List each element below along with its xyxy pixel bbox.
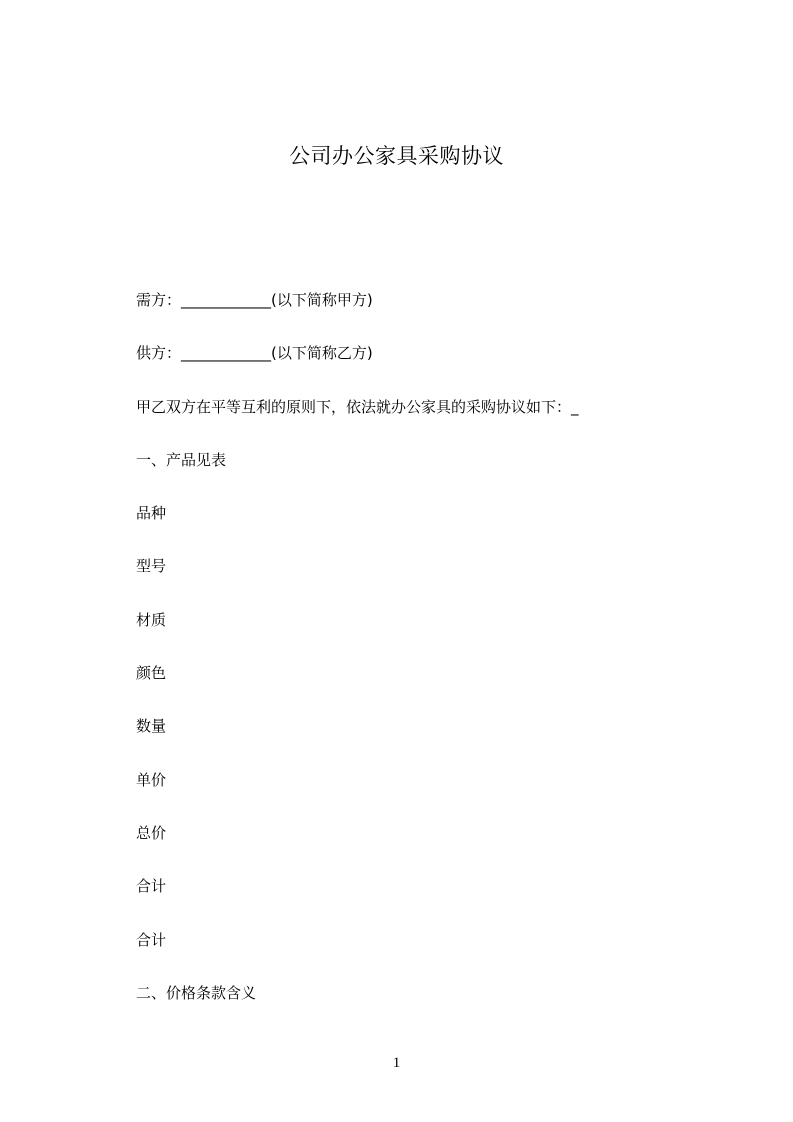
agreement-intro-line: 甲乙双方在平等互利的原则下，依法就办公家具的采购协议如下：_ (136, 397, 579, 416)
document-title: 公司办公家具采购协议 (289, 144, 504, 168)
product-field-unit-price: 单价 (136, 770, 167, 789)
section-heading-products: 一、产品见表 (136, 450, 227, 469)
product-field-total-price: 总价 (136, 823, 167, 842)
buyer-line: 需方：____________(以下简称甲方) (136, 291, 373, 309)
product-field-sum: 合计 (136, 930, 167, 949)
product-field-quantity: 数量 (136, 717, 167, 736)
product-field-variety: 品种 (136, 504, 167, 523)
section-heading-price-terms: 二、价格条款含义 (136, 983, 257, 1002)
supplier-line: 供方：____________(以下简称乙方) (136, 344, 373, 363)
product-field-color: 颜色 (136, 664, 167, 683)
document-body (136, 289, 696, 1035)
product-field-material: 材质 (136, 610, 167, 629)
page-number: 1 (392, 1055, 401, 1071)
product-field-sum: 合计 (136, 877, 167, 896)
product-field-model: 型号 (136, 557, 167, 576)
